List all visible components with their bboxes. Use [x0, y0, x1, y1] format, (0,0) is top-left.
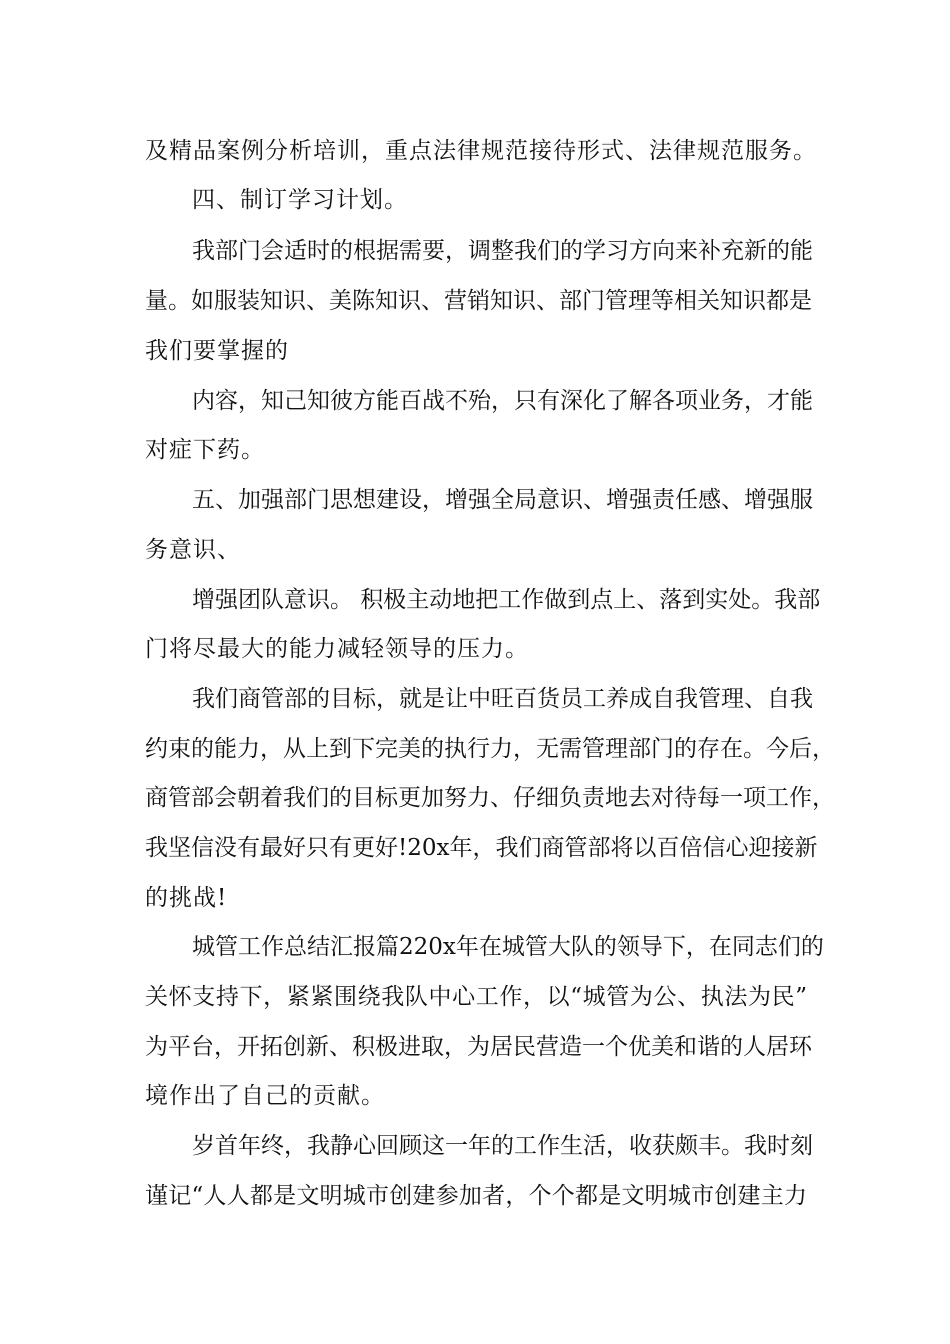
- text-line: 岁首年终，我静心回顾这一年的工作生活，收获颇丰。我时刻: [192, 1133, 813, 1159]
- text-line: 门将尽最大的能力减轻领导的压力。: [145, 636, 529, 662]
- text-line: 我部门会适时的根据需要，调整我们的学习方向来补充新的能: [192, 238, 813, 264]
- text-line: 内容，知己知彼方能百战不殆，只有深化了解各项业务，才能: [192, 388, 813, 414]
- text-line: 及精品案例分析培训，重点法律规范接待形式、法律规范服务。: [145, 138, 817, 164]
- text-line: 我们要掌握的: [145, 338, 289, 364]
- text-line: 量。如服装知识、美陈知识、营销知识、部门管理等相关知识都是: [145, 288, 812, 314]
- text-line: 的挑战!: [145, 885, 228, 911]
- text-line: 商管部会朝着我们的目标更加努力、仔细负责地去对待每一项工作，: [145, 785, 835, 811]
- text-line: 约束的能力，从上到下完美的执行力，无需管理部门的存在。今后，: [145, 736, 835, 762]
- text-line: 对症下药。: [145, 437, 265, 463]
- section-heading: 四、制订学习计划。: [192, 187, 408, 213]
- text-line: 增强团队意识。 积极主动地把工作做到点上、落到实处。我部: [192, 587, 821, 613]
- text-line: 城管工作总结汇报篇220x年在城管大队的领导下，在同志们的: [192, 934, 824, 960]
- text-line: 谨记“人人都是文明城市创建参加者，个个都是文明城市创建主力: [145, 1183, 807, 1209]
- text-line: 我坚信没有最好只有更好!20x年，我们商管部将以百倍信心迎接新: [145, 835, 818, 861]
- text-line: 境作出了自己的贡献。: [145, 1083, 385, 1109]
- text-line: 为平台，开拓创新、积极进取，为居民营造一个优美和谐的人居环: [145, 1034, 812, 1060]
- text-line: 关怀支持下，紧紧围绕我队中心工作，以“城管为公、执法为民”: [145, 984, 807, 1010]
- text-line: 务意识、: [145, 537, 241, 563]
- section-heading: 五、加强部门思想建设，增强全局意识、增强责任感、增强服: [192, 487, 813, 513]
- text-line: 我们商管部的目标，就是让中旺百货员工养成自我管理、自我: [192, 686, 813, 712]
